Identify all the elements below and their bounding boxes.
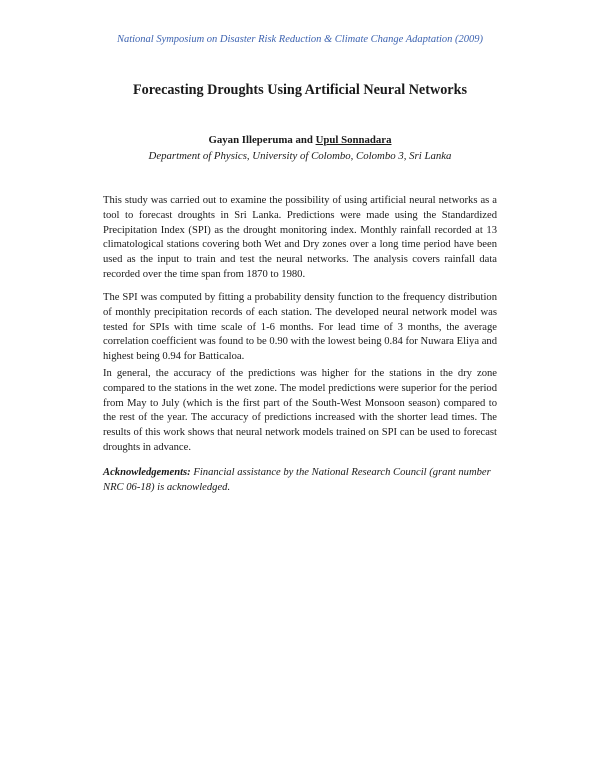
acknowledgements-block	[103, 466, 497, 496]
abstract-paragraph-2-block	[103, 291, 497, 365]
conference-header: National Symposium on Disaster Risk Reduction & Climate Change Adaptation (2009)	[116, 34, 484, 45]
abstract-paragraph-1-block	[103, 194, 497, 283]
abstract-paragraph-1: This study was carried out to examine the possibility of using artificial neural networks as a tool to forecast droughts in Sri Lanka. Predictions were made using the Standardized Precipitation Index (SPI) as the drought monitoring index. Monthly rainfall recorded at 13 climatological stations covering both Wet and Dry zones over a long time period have been used as the input to train and test the neural networks. The analysis covers rainfall data recorded over the time span from 1870 to 1980.	[103, 195, 497, 280]
author-1: Gayan Illeperuma and	[208, 134, 316, 146]
acknowledgements-text: Financial assistance by the National Research Council (grant number NRC 06-18) is acknowledged.	[103, 467, 491, 493]
paper-title: Forecasting Droughts Using Artificial Neural Networks	[132, 82, 468, 98]
abstract-paragraph-2: The SPI was computed by fitting a probability density function to the frequency distribution of monthly precipitation records of each station. The developed neural network model was tested for SPIs with time scale of 1-6 months. For lead time of 3 months, the average correlation coefficient was found to be 0.90 with the lowest being 0.84 for Nuwara Eliya and highest being 0.94 for Batticaloa.	[103, 292, 497, 363]
author-2: Upul Sonnadara	[315, 134, 392, 146]
acknowledgements-label: Acknowledgements:	[103, 467, 191, 478]
affiliation: Department of Physics, University of Colombo, Colombo 3, Sri Lanka	[148, 150, 452, 162]
acknowledgements	[103, 466, 497, 496]
abstract-paragraph-3: In general, the accuracy of the predictions was higher for the stations in the dry zone compared to the stations in the wet zone. The model predictions were superior for the period from May to July (which is the first part of the South-West Monsoon season) compared to the rest of the year. The accuracy of predictions increased with the shorter lead times. The results of this work shows that neural network models trained on SPI can be used to forecast droughts in advance.	[103, 368, 497, 453]
authors-line	[0, 134, 600, 146]
abstract-paragraph-3-block	[103, 367, 497, 456]
